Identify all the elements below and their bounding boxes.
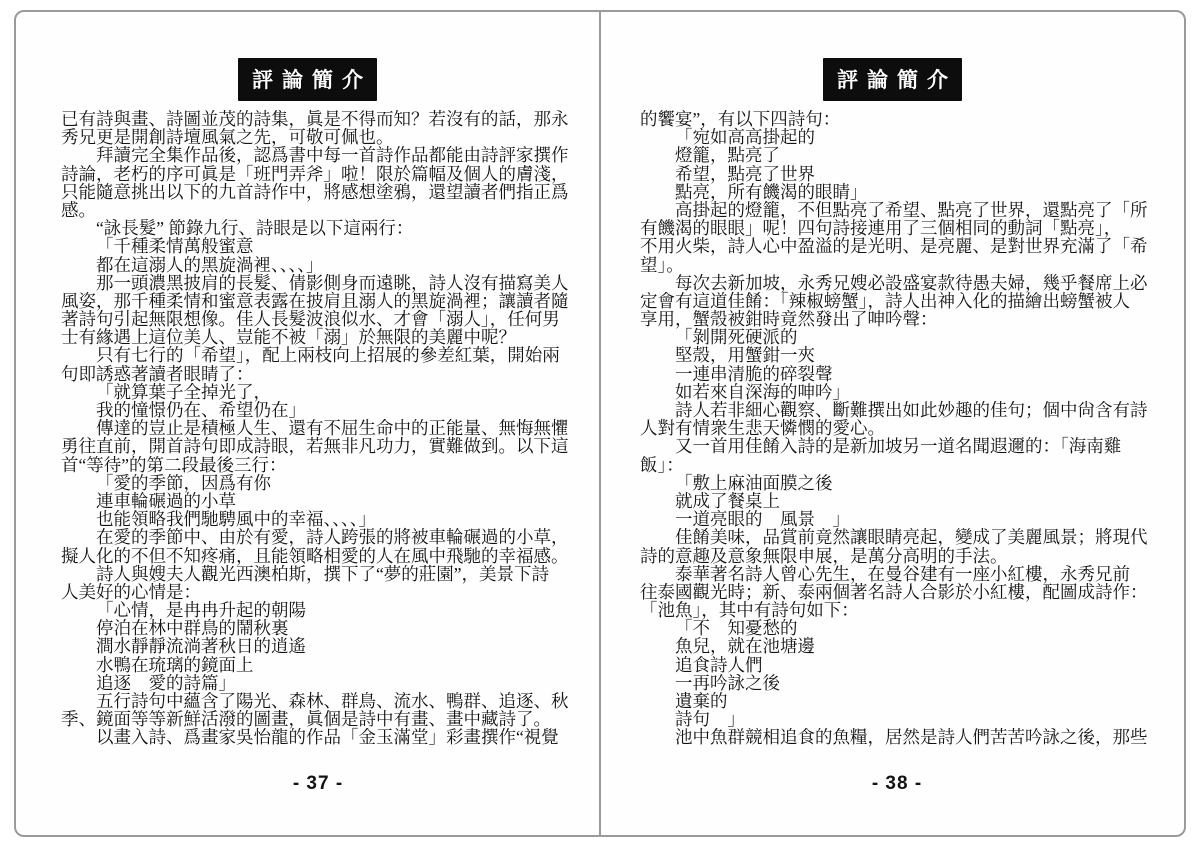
text-line: 的饗宴”，有以下四詩句： <box>640 109 841 129</box>
page-38 <box>601 12 1184 835</box>
text-line: 魚兒，就在池塘邊 <box>675 636 815 657</box>
text-line: 只有七行的「希望」，配上兩枝向上招展的參差紅葉，開始兩 <box>96 345 560 366</box>
text-line: 希望，點亮了世界 <box>675 163 815 184</box>
text-line: 停泊在林中群鳥的鬧秋裏 <box>96 618 289 639</box>
text-line: 那一頭濃黑披肩的長髮、倩影側身而遠眺，詩人沒有描寫美人 <box>96 272 569 293</box>
text-line: 「宛如高高掛起的 <box>675 127 815 148</box>
text-line: 「不 知憂愁的 <box>675 618 798 639</box>
text-line: 燈籠，點亮了 <box>675 145 780 166</box>
text-line: 一連串清脆的碎裂聲 <box>675 363 833 384</box>
text-line: 飯」： <box>640 454 684 475</box>
text-line: 都在這溺人的黑旋渦裡、、、、」 <box>96 254 324 275</box>
text-line: 每次去新加坡，永秀兄嫂必設盛宴款待愚夫婦，幾乎餐席上必 <box>675 272 1148 293</box>
page-37 <box>16 12 599 835</box>
text-line: 也能領略我們馳騁風中的幸福、、、、」 <box>96 509 376 530</box>
text-line: 句即誘惑著讀者眼睛了： <box>61 363 254 384</box>
text-line: 如若來自深海的呻吟」 <box>675 381 850 402</box>
text-line: 堅殼，用蟹鉗一夾 <box>675 345 815 366</box>
text-line: 拜讀完全集作品後，認爲書中每一首詩作品都能由詩評家撰作 <box>96 145 569 166</box>
text-line: 詩論，老朽的序可眞是「班門弄斧」啦！限於篇幅及個人的膚淺， <box>61 163 569 184</box>
text-line: 著詩句引起無限想像。佳人長髮波浪似水、才會「溺人」，任何男 <box>61 309 560 330</box>
text-line: 就成了餐桌上 <box>675 490 780 511</box>
text-line: 一道亮眼的 風景 」 <box>675 509 850 530</box>
text-line: 秀兄更是開創詩壇風氣之先，可敬可佩也。 <box>61 127 394 148</box>
text-line: 在愛的季節中、由於有愛，詩人跨張的將被車輪碾過的小草， <box>96 527 569 548</box>
text-line: 「心情，是冉冉升起的朝陽 <box>96 600 306 621</box>
text-line: 有饑渴的眼眼」呢！四句詩接連用了三個相同的動詞「點亮」， <box>640 218 1122 239</box>
text-line: 擬人化的不但不知疼痛，且能領略相愛的人在風中飛馳的幸福感。 <box>61 545 569 566</box>
text-line: 人美好的心情是： <box>61 581 201 602</box>
text-line: 池中魚群競相追食的魚糧，居然是詩人們苦苦吟詠之後，那些 <box>675 727 1148 748</box>
text-line: 我的憧憬仍在、希望仍在」 <box>96 400 306 420</box>
text-line: 士有緣遇上這位美人、豈能不被「溺」於無限的美麗中呢？ <box>61 327 516 348</box>
text-line: 連車輪碾過的小草 <box>96 490 236 511</box>
text-line: 詩句 」 <box>675 709 745 730</box>
text-line: 高掛起的燈籠，不但點亮了希望、點亮了世界，還點亮了「所 <box>675 199 1148 220</box>
text-line: 又一首用佳餚入詩的是新加坡另一道名聞遐邇的：「海南雞 <box>675 436 1122 457</box>
text-line: 以畫入詩、爲畫家吳怡龍的作品「金玉滿堂」彩畫撰作“視覺 <box>96 727 559 748</box>
text-line: 往泰國觀光時；新、泰兩個著名詩人合影於小紅樓，配圖成詩作： <box>640 581 1148 602</box>
text-line: 人對有情衆生悲天憐憫的愛心。 <box>640 418 885 439</box>
page-number: - 38 - <box>871 772 923 794</box>
text-line: 水鴨在琉璃的鏡面上 <box>96 654 254 675</box>
text-line: 感。 <box>61 199 96 220</box>
text-line: 遺棄的 <box>675 691 728 711</box>
text-line: 不用火柴，詩人心中盈溢的是光明、是亮麗、是對世界充滿了「希 <box>640 236 1148 257</box>
text-line: 享用，蟹殼被鉗時竟然發出了呻吟聲： <box>640 309 938 330</box>
text-line: 「愛的季節，因爲有你 <box>96 472 271 493</box>
page-text <box>640 110 1154 747</box>
section-header-badge: 評論簡介 <box>823 58 962 101</box>
text-line: 「就算葉子全掉光了， <box>96 381 271 402</box>
text-line: 追食詩人們 <box>675 654 763 675</box>
text-line: 五行詩句中蘊含了陽光、森林、群鳥、流水、鴨群、追逐、秋 <box>96 691 569 711</box>
text-line: 詩人若非細心觀察、斷難撰出如此妙趣的佳句；個中尙含有詩 <box>675 400 1148 420</box>
text-line: 泰華著名詩人曾心先生，在曼谷建有一座小紅樓，永秀兄前 <box>675 563 1130 584</box>
text-line: 勇往直前，開首詩句即成詩眼，若無非凡功力，實難做到。以下這 <box>61 436 569 457</box>
text-line: 首“等待”的第二段最後三行： <box>61 454 287 475</box>
text-line: 傳達的豈止是積極人生、還有不屈生命中的正能量、無悔無懼 <box>96 418 569 439</box>
page-number: - 37 - <box>292 772 344 794</box>
text-line: 風姿，那千種柔情和蜜意表露在披肩且溺人的黑旋渦裡；讓讀者隨 <box>61 290 569 311</box>
text-line: 「敷上麻油面膜之後 <box>675 472 833 493</box>
text-line: 定會有這道佳餚：「辣椒螃蟹」，詩人出神入化的描繪出螃蟹被人 <box>640 290 1130 311</box>
section-header-badge: 評論簡介 <box>238 58 377 101</box>
page-text <box>61 110 575 747</box>
text-line: 一再吟詠之後 <box>675 672 780 693</box>
text-line: 「池魚」，其中有詩句如下： <box>640 600 859 621</box>
text-line: 「剝開死硬派的 <box>675 327 798 348</box>
text-line: 追逐 愛的詩篇」 <box>96 672 236 693</box>
text-line: “詠長髮” 節錄九行、詩眼是以下這兩行： <box>96 218 414 239</box>
text-line: 詩的意趣及意象無限申展，是萬分高明的手法。 <box>640 545 1008 566</box>
text-line: 詩人與嫂夫人觀光西澳柏斯，撰下了“夢的莊園”，美景下詩 <box>96 563 550 584</box>
text-line: 「千種柔情萬般蜜意 <box>96 236 254 257</box>
text-line: 望」。 <box>640 254 684 275</box>
text-line: 只能隨意挑出以下的九首詩作中，將感想塗鴉，還望讀者們指正爲 <box>61 181 569 202</box>
text-line: 季、鏡面等等新鮮活潑的圖畫，眞個是詩中有畫、畫中藏詩了。 <box>61 709 551 730</box>
text-line: 已有詩與畫、詩圖並茂的詩集，眞是不得而知？若沒有的話，那永 <box>61 109 569 129</box>
book-spread <box>14 10 1186 837</box>
text-line: 澗水靜靜流淌著秋日的逍遙 <box>96 636 306 657</box>
text-line: 佳餚美味，品賞前竟然讓眼睛亮起，變成了美麗風景；將現代 <box>675 527 1148 548</box>
text-line: 點亮，所有饑渴的眼睛」 <box>675 181 868 202</box>
